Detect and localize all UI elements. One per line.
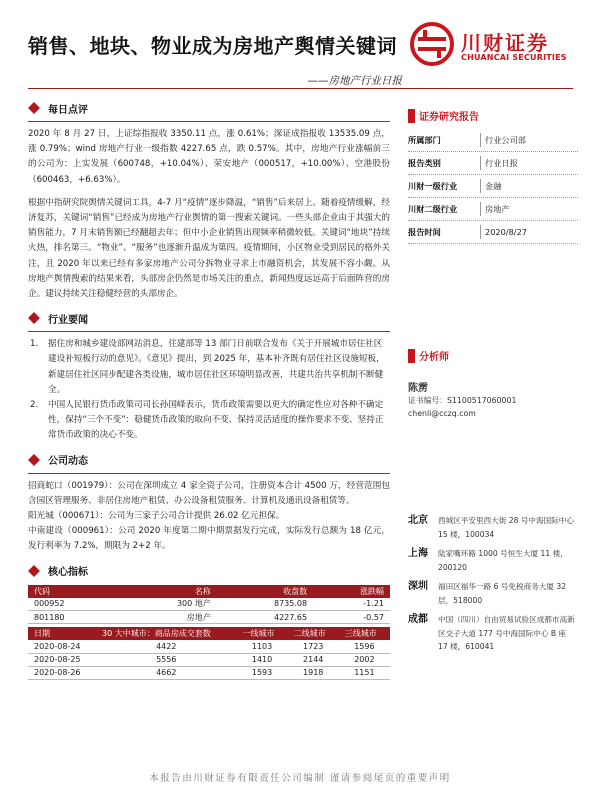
info-key: 所属部门 (408, 135, 441, 145)
table-header-cell: 三线城市 (344, 629, 377, 639)
analyst-email: chenli@cczq.com (408, 409, 476, 418)
table-cell: 1723 (288, 640, 339, 653)
sidebar (408, 108, 578, 660)
company-news-item: 招商蛇口（001979）：公司在深圳成立 4 家全资子公司，注册资本合计 4500 万，经营范围包含园区管理服务、非居住房地产租赁、办公设备租赁服务、计算机及通讯设备租赁等。 (28, 480, 390, 506)
list-number: 2. (30, 400, 39, 411)
logo-icon (410, 22, 454, 66)
analyst-title: 分析师 (419, 352, 449, 363)
table-cell: 1410 (236, 653, 287, 666)
section-title: 公司动态 (48, 456, 88, 468)
section-divider (28, 121, 390, 122)
section-divider (28, 331, 390, 332)
info-row (408, 129, 578, 152)
table-header-cell: 30 大中城市：商品房成交套数 (102, 629, 211, 639)
table-cell: 1151 (339, 666, 390, 679)
info-row (408, 175, 578, 198)
table-header-cell: 涨跌幅 (360, 586, 384, 596)
list-number: 1. (30, 339, 39, 350)
section-industry-header (28, 308, 390, 328)
table-header-row (28, 627, 390, 640)
table-cell: 4422 (96, 640, 236, 653)
page-subtitle: ——房地产行业日报 (307, 75, 402, 87)
table-cell: 300 地产 (119, 598, 217, 611)
sales-table (28, 627, 390, 680)
office-item (408, 580, 578, 607)
table-row (28, 653, 390, 666)
info-value: 2020/8/27 (480, 225, 578, 239)
daily-paragraph-2: 根据中指研究院舆情关键词工具，4-7 月“疫情”逐步降温，“销售”后来居上。随着疫情缓解，经济复苏，关键词“销售”已经成为房地产行业舆情的第一搜索关键词。一些头部企业由于其强大的销售能力，7 月末销售额已经翻超去年；但中小企业销售出现频率稍微较低。关键词“地块”持续火热，排名第三。“物业”、“服务”也逐渐升温成为第四。疫情期间，小区物业受到居民的格外关注，且 2020 年以来已经有多家房地产公司分拆物业寻求上市融资机会，其发展不容小觑。从房地产舆情搜索的结果来看，头部房企仍然是市场关注的重点，新闻热度远远高于后面阵营的房企。建议持续关注稳健经营的头部房企。 (28, 197, 390, 300)
table-header-row (28, 585, 390, 598)
logo-name: 川财证券 (461, 31, 549, 55)
office-item (408, 514, 578, 541)
section-title: 每日点评 (48, 104, 88, 116)
info-value: 行业日报 (480, 156, 578, 170)
table-cell: 2002 (339, 653, 390, 666)
table-cell: 2020-08-24 (28, 640, 96, 653)
table-header-cell: 二线城市 (293, 629, 326, 639)
analyst-name: 陈雳 (408, 383, 428, 394)
table-header-cell: 收盘数 (283, 586, 308, 596)
office-city: 北京 (408, 515, 428, 526)
index-table (28, 585, 390, 625)
office-address: 西城区平安里西大街 28 号中海国际中心 15 楼，100034 (438, 516, 574, 539)
table-cell: 000952 (28, 598, 119, 611)
table-cell: 1918 (288, 666, 339, 679)
page-title: 销售、地块、物业成为房地产舆情关键词 (28, 34, 397, 58)
info-row (408, 152, 578, 175)
table-header-cell: 日期 (34, 629, 50, 639)
table-cell: 2144 (288, 653, 339, 666)
report-type-header (408, 108, 578, 123)
table-row (28, 666, 390, 679)
logo-english: CHUANCAI SECURITIES (461, 53, 567, 62)
table-cell: 5556 (96, 653, 236, 666)
table-cell: 1103 (236, 640, 287, 653)
info-key: 川财二级行业 (408, 204, 458, 214)
office-address: 中国（四川）自由贸易试验区成都市高新区交子大道 177 号中海国际中心 B 座 17 楼，610041 (438, 615, 575, 651)
header-divider (28, 88, 573, 89)
list-text: 据住房和城乡建设部网站消息，住建部等 13 部门日前联合发布《关于开展城市居住社区建设补短板行动的意见》。《意见》提出，到 2025 年，基本补齐既有居住社区设施短板，新建居住社区同步配建各类设施，城市居住社区环境明显改善，共建共治共享机制不断健全。 (48, 339, 385, 395)
list-item (28, 337, 390, 398)
red-bar-icon (408, 109, 415, 123)
table-cell: 1593 (236, 666, 287, 679)
table-header-cell: 一线城市 (242, 629, 275, 639)
table-cell: 房地产 (119, 611, 217, 624)
info-value: 房地产 (480, 202, 578, 216)
analyst-certificate: 证书编号：S1100517060001 (408, 396, 517, 405)
info-key: 川财一级行业 (408, 181, 458, 191)
table-cell: 1596 (339, 640, 390, 653)
table-cell: -1.21 (313, 598, 390, 611)
report-type-title: 证券研究报告 (419, 112, 479, 123)
table-cell: -0.57 (313, 611, 390, 624)
office-city: 成都 (408, 614, 428, 625)
table-row (28, 598, 390, 611)
industry-news-list (28, 337, 390, 443)
section-daily-header (28, 98, 390, 118)
section-bullet-icon (28, 312, 40, 324)
company-news-item: 阳光城（000671）：公司为三家子公司合计提供 26.02 亿元担保。 (28, 511, 285, 522)
section-title: 行业要闻 (48, 314, 88, 326)
section-bullet-icon (28, 102, 40, 114)
list-text: 中国人民银行货币政策司司长孙国峰表示，货币政策需要以更大的确定性应对各种不确定性，保持“三个不变”：稳健货币政策的取向不变、保持灵活适度的操作要求不变、坚持正常货币政策的决心不变。 (48, 400, 384, 441)
section-bullet-icon (28, 565, 40, 577)
daily-paragraph-1: 2020 年 8 月 27 日，上证综指报收 3350.11 点，涨 0.61%；深证成指报收 13535.09 点，涨 0.79%；wind 房地产行业一级指数 4227.65 点，跌 0.57%。其中，房地产行业涨幅前三的公司为：上实发展（600748，+10.04%）、荣安地产（000517，+10.00%）、空港股份（600463，+6.63%）。 (28, 129, 390, 185)
table-row (28, 640, 390, 653)
table-cell: 4227.65 (217, 611, 313, 624)
info-value: 行业公司部 (480, 133, 578, 147)
office-city: 上海 (408, 548, 428, 559)
office-list (408, 514, 578, 654)
analyst-header (408, 348, 578, 363)
office-city: 深圳 (408, 581, 428, 592)
table-row (28, 611, 390, 624)
section-divider (28, 473, 390, 474)
red-bar-icon (408, 349, 415, 363)
info-row (408, 198, 578, 221)
section-bullet-icon (28, 454, 40, 466)
company-news-item: 中南建设（000961）：公司 2020 年度第二期中期票据发行完成，实际发行总额为 18 亿元，发行利率为 7.2%，期限为 2+2 年。 (28, 526, 390, 552)
info-value: 金融 (480, 179, 578, 193)
table-cell: 801180 (28, 611, 119, 624)
footer-disclaimer: 本报告由川财证券有限责任公司编制 谨请参阅尾页的重要声明 (149, 773, 451, 784)
office-item (408, 613, 578, 654)
main-content (28, 96, 390, 680)
table-cell: 8735.08 (217, 598, 313, 611)
office-item (408, 547, 578, 574)
section-company-header (28, 450, 390, 470)
table-cell: 2020-08-26 (28, 666, 96, 679)
list-item (28, 398, 390, 444)
office-address: 福田区福华一路 6 号免税商务大厦 32 层，518000 (438, 582, 567, 605)
info-key: 报告时间 (408, 227, 441, 237)
info-row (408, 221, 578, 244)
table-header-cell: 名称 (194, 586, 211, 596)
section-title: 核心指标 (48, 567, 88, 579)
section-indicators-header (28, 561, 390, 581)
table-cell: 4662 (96, 666, 236, 679)
info-key: 报告类别 (408, 158, 441, 168)
table-cell: 2020-08-25 (28, 653, 96, 666)
table-header-cell: 代码 (34, 586, 50, 596)
office-address: 陆家嘴环路 1000 号恒生大厦 11 楼，200120 (438, 549, 568, 572)
